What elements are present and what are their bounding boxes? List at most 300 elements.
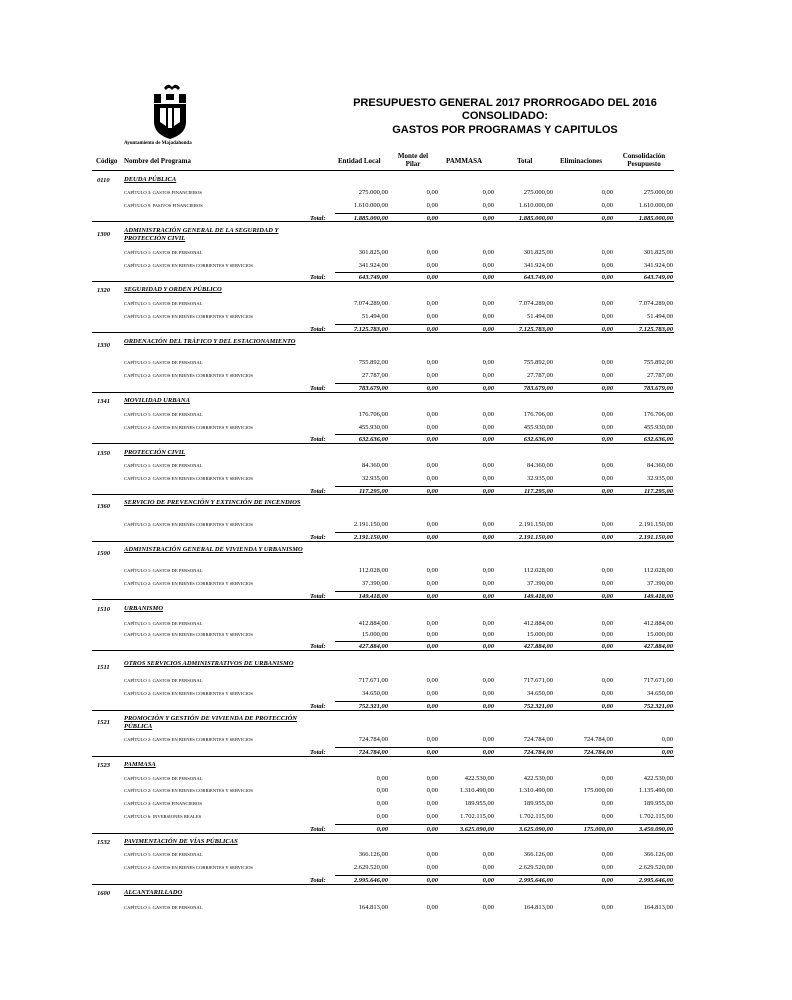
total-amount-cell: 783.679,00 — [643, 385, 673, 392]
total-amount-cell: 752.321,00 — [523, 703, 553, 710]
amount-cell: 15.000,00 — [527, 631, 553, 638]
amount-cell: 0,00 — [426, 475, 438, 482]
total-label: Total: — [310, 534, 326, 541]
amount-cell: 724.784,00 — [523, 736, 553, 743]
amount-cell: 0,00 — [426, 620, 438, 627]
program-code: 1500 — [97, 550, 110, 557]
program-name: PAVIMENTACIÓN DE VÍAS PÚBLICAS — [124, 838, 238, 845]
total-amount-cell: 149.418,00 — [523, 593, 553, 600]
total-label: Total: — [310, 749, 326, 756]
amount-cell: 7.074.289,00 — [353, 300, 388, 307]
amount-cell: 0,00 — [601, 262, 613, 269]
program-code: 1511 — [97, 664, 110, 671]
report-title-line: GASTOS POR PROGRAMAS Y CAPITULOS — [392, 124, 618, 136]
subtotal-rule — [335, 701, 673, 702]
amount-cell: 755.892,00 — [523, 359, 553, 366]
municipal-crest-logo — [150, 82, 190, 140]
amount-cell: 422.530,00 — [464, 775, 494, 782]
program-name: MOVILIDAD URBANA — [124, 397, 190, 404]
program-separator — [92, 392, 674, 393]
total-amount-cell: 643.749,00 — [643, 274, 673, 281]
amount-cell: 32.935,00 — [647, 475, 673, 482]
total-amount-cell: 0,00 — [601, 274, 613, 281]
subtotal-rule — [335, 324, 673, 325]
total-amount-cell: 752.321,00 — [358, 703, 388, 710]
amount-cell: 0,00 — [482, 300, 494, 307]
total-amount-cell: 3.625.090,00 — [518, 826, 553, 833]
amount-cell: 0,00 — [376, 800, 388, 807]
total-amount-cell: 752.321,00 — [643, 703, 673, 710]
amount-cell: 175.000,00 — [583, 787, 613, 794]
total-amount-cell: 724.784,00 — [523, 749, 553, 756]
subtotal-rule — [335, 434, 673, 435]
chapter-label: CAPÍTULO 1: GASTOS DE PERSONAL — [124, 301, 203, 306]
amount-cell: 275.000,00 — [358, 189, 388, 196]
amount-cell: 0,00 — [601, 813, 613, 820]
amount-cell: 176.706,00 — [643, 411, 673, 418]
amount-cell: 34.650,00 — [527, 690, 553, 697]
amount-cell: 455.930,00 — [358, 424, 388, 431]
amount-cell: 455.930,00 — [643, 424, 673, 431]
amount-cell: 412.884,00 — [643, 620, 673, 627]
amount-cell: 0,00 — [426, 567, 438, 574]
amount-cell: 0,00 — [601, 411, 613, 418]
total-amount-cell: 7.125.783,00 — [518, 326, 553, 333]
program-code: 1330 — [97, 342, 110, 349]
amount-cell: 0,00 — [426, 300, 438, 307]
total-amount-cell: 0,00 — [601, 326, 613, 333]
program-code: 1360 — [97, 503, 110, 510]
amount-cell: 2.629.520,00 — [353, 864, 388, 871]
column-header-code: Código — [96, 157, 118, 165]
program-name: ADMINISTRACIÓN GENERAL DE LA SEGURIDAD Y PROTECCIÓN CIVIL — [124, 227, 279, 242]
chapter-label: CAPÍTULO 2: GASTOS EN BIENES CORRIENTES Y SERVICIOS — [124, 865, 253, 870]
amount-cell: 0,00 — [601, 300, 613, 307]
amount-cell: 301.825,00 — [523, 249, 553, 256]
amount-cell: 0,00 — [426, 631, 438, 638]
total-amount-cell: 0,00 — [426, 488, 438, 495]
amount-cell: 341.924,00 — [643, 262, 673, 269]
chapter-label: CAPÍTULO 2: GASTOS EN BIENES CORRIENTES Y SERVICIOS — [124, 373, 253, 378]
amount-cell: 51.494,00 — [362, 313, 388, 320]
amount-cell: 0,00 — [426, 189, 438, 196]
total-amount-cell: 1.885.000,00 — [518, 215, 553, 222]
amount-cell: 366.126,00 — [358, 851, 388, 858]
chapter-label: CAPÍTULO 1: GASTOS DE PERSONAL — [124, 568, 203, 573]
chapter-label: CAPÍTULO 9: PASIVOS FINANCIEROS — [124, 203, 203, 208]
total-amount-cell: 0,00 — [601, 385, 613, 392]
amount-cell: 112.028,00 — [358, 567, 388, 574]
amount-cell: 301.825,00 — [358, 249, 388, 256]
report-title-line: PRESUPUESTO GENERAL 2017 PRORROGADO DEL 2016 — [353, 97, 657, 109]
chapter-label: CAPÍTULO 1: GASTOS DE PERSONAL — [124, 463, 203, 468]
total-amount-cell: 427.884,00 — [523, 643, 553, 650]
amount-cell: 0,00 — [426, 775, 438, 782]
amount-cell: 0,00 — [601, 424, 613, 431]
amount-cell: 0,00 — [426, 851, 438, 858]
chapter-label: CAPÍTULO 1: GASTOS DE PERSONAL — [124, 852, 203, 857]
program-separator — [92, 650, 674, 651]
column-header-name: Nombre del Programa — [124, 157, 192, 165]
total-amount-cell: 0,00 — [601, 215, 613, 222]
amount-cell: 0,00 — [376, 787, 388, 794]
program-code: 1510 — [97, 606, 110, 613]
program-separator — [92, 221, 674, 222]
amount-cell: 0,00 — [601, 249, 613, 256]
amount-cell: 84.360,00 — [647, 462, 673, 469]
amount-cell: 0,00 — [601, 567, 613, 574]
amount-cell: 422.530,00 — [523, 775, 553, 782]
total-amount-cell: 0,00 — [426, 215, 438, 222]
total-amount-cell: 724.784,00 — [358, 749, 388, 756]
total-label: Total: — [310, 826, 326, 833]
column-header-entidad: Entidad Local — [338, 157, 381, 165]
total-amount-cell: 2.191.150,00 — [518, 534, 553, 541]
amount-cell: 0,00 — [426, 372, 438, 379]
column-header-monte: Monte del Pilar — [397, 152, 429, 168]
amount-cell: 2.629.520,00 — [638, 864, 673, 871]
amount-cell: 0,00 — [426, 787, 438, 794]
amount-cell: 0,00 — [482, 424, 494, 431]
amount-cell: 0,00 — [601, 359, 613, 366]
amount-cell: 0,00 — [601, 475, 613, 482]
column-header-total: Total — [517, 157, 533, 165]
total-amount-cell: 117.295,00 — [359, 488, 388, 495]
program-code: 0110 — [97, 177, 110, 184]
chapter-label: CAPÍTULO 2: GASTOS EN BIENES CORRIENTES Y SERVICIOS — [124, 314, 253, 319]
total-amount-cell: 632.636,00 — [523, 436, 553, 443]
amount-cell: 32.935,00 — [362, 475, 388, 482]
amount-cell: 0,00 — [482, 677, 494, 684]
total-amount-cell: 0,00 — [482, 534, 494, 541]
amount-cell: 412.884,00 — [523, 620, 553, 627]
amount-cell: 0,00 — [482, 475, 494, 482]
total-amount-cell: 0,00 — [482, 436, 494, 443]
program-name: ADMINISTRACIÓN GENERAL DE VIVIENDA Y URBANISMO — [124, 546, 303, 553]
amount-cell: 176.706,00 — [523, 411, 553, 418]
total-amount-cell: 0,00 — [426, 436, 438, 443]
total-amount-cell: 117.295,00 — [524, 488, 553, 495]
amount-cell: 0,00 — [601, 202, 613, 209]
amount-cell: 366.126,00 — [523, 851, 553, 858]
chapter-label: CAPÍTULO 2: GASTOS EN BIENES CORRIENTES Y SERVICIOS — [124, 581, 253, 586]
amount-cell: 0,00 — [601, 677, 613, 684]
total-amount-cell: 0,00 — [482, 643, 494, 650]
chapter-label: CAPÍTULO 2: GASTOS EN BIENES CORRIENTES Y SERVICIOS — [124, 425, 253, 430]
total-amount-cell: 0,00 — [482, 877, 494, 884]
amount-cell: 0,00 — [482, 864, 494, 871]
amount-cell: 455.930,00 — [523, 424, 553, 431]
amount-cell: 189.955,00 — [464, 800, 494, 807]
chapter-label: CAPÍTULO 1: GASTOS DE PERSONAL — [124, 776, 203, 781]
amount-cell: 2.191.150,00 — [638, 521, 673, 528]
chapter-label: CAPÍTULO 3: GASTOS FINANCIEROS — [124, 190, 202, 195]
amount-cell: 0,00 — [482, 249, 494, 256]
amount-cell: 189.955,00 — [523, 800, 553, 807]
amount-cell: 0,00 — [601, 372, 613, 379]
amount-cell: 422.530,00 — [643, 775, 673, 782]
total-amount-cell: 1.885.000,00 — [353, 215, 388, 222]
subtotal-rule — [335, 641, 673, 642]
chapter-label: CAPÍTULO 1: GASTOS DE PERSONAL — [124, 360, 203, 365]
amount-cell: 275.000,00 — [523, 189, 553, 196]
program-separator — [92, 443, 674, 444]
program-code: 1600 — [97, 890, 110, 897]
amount-cell: 112.028,00 — [643, 567, 673, 574]
amount-cell: 34.650,00 — [362, 690, 388, 697]
total-amount-cell: 2.995.646,00 — [638, 877, 673, 884]
amount-cell: 0,00 — [601, 864, 613, 871]
amount-cell: 0,00 — [426, 424, 438, 431]
total-label: Total: — [310, 326, 326, 333]
chapter-label: CAPÍTULO 2: GASTOS EN BIENES CORRIENTES Y SERVICIOS — [124, 691, 253, 696]
amount-cell: 1.702.115,00 — [639, 813, 673, 820]
amount-cell: 0,00 — [376, 775, 388, 782]
amount-cell: 0,00 — [601, 800, 613, 807]
amount-cell: 0,00 — [426, 249, 438, 256]
program-code: 1320 — [97, 287, 110, 294]
amount-cell: 0,00 — [482, 411, 494, 418]
total-amount-cell: 2.191.150,00 — [353, 534, 388, 541]
chapter-label: CAPÍTULO 1: GASTOS DE PERSONAL — [124, 621, 203, 626]
amount-cell: 0,00 — [661, 736, 673, 743]
total-amount-cell: 0,00 — [601, 703, 613, 710]
amount-cell: 0,00 — [601, 189, 613, 196]
amount-cell: 37.390,00 — [527, 580, 553, 587]
amount-cell: 37.390,00 — [362, 580, 388, 587]
amount-cell: 0,00 — [482, 313, 494, 320]
amount-cell: 0,00 — [482, 620, 494, 627]
total-amount-cell: 0,00 — [482, 749, 494, 756]
amount-cell: 84.360,00 — [362, 462, 388, 469]
subtotal-rule — [335, 591, 673, 592]
amount-cell: 0,00 — [482, 462, 494, 469]
amount-cell: 0,00 — [601, 851, 613, 858]
subtotal-rule — [335, 272, 673, 273]
program-name: PROTECCIÓN CIVIL — [124, 449, 186, 456]
total-amount-cell: 0,00 — [426, 703, 438, 710]
subtotal-rule — [335, 486, 673, 487]
amount-cell: 0,00 — [482, 851, 494, 858]
total-amount-cell: 0,00 — [482, 274, 494, 281]
total-amount-cell: 0,00 — [426, 534, 438, 541]
amount-cell: 0,00 — [601, 521, 613, 528]
chapter-label: CAPÍTULO 6: INVERSIONES REALES — [124, 814, 202, 819]
amount-cell: 0,00 — [426, 800, 438, 807]
amount-cell: 84.360,00 — [527, 462, 553, 469]
amount-cell: 301.825,00 — [643, 249, 673, 256]
amount-cell: 0,00 — [482, 904, 494, 911]
total-amount-cell: 427.884,00 — [358, 643, 388, 650]
program-name: DEUDA PÚBLICA — [124, 176, 177, 183]
amount-cell: 0,00 — [601, 313, 613, 320]
amount-cell: 164.813,00 — [643, 904, 673, 911]
total-amount-cell: 0,00 — [426, 643, 438, 650]
program-separator — [92, 281, 674, 282]
total-amount-cell: 0,00 — [426, 385, 438, 392]
total-amount-cell: 632.636,00 — [643, 436, 673, 443]
total-amount-cell: 2.995.646,00 — [353, 877, 388, 884]
total-amount-cell: 7.125.783,00 — [353, 326, 388, 333]
amount-cell: 27.787,00 — [527, 372, 553, 379]
amount-cell: 189.955,00 — [643, 800, 673, 807]
amount-cell: 0,00 — [482, 262, 494, 269]
program-code: 1341 — [97, 398, 110, 405]
total-amount-cell: 427.884,00 — [643, 643, 673, 650]
chapter-label: CAPÍTULO 2: GASTOS EN BIENES CORRIENTES Y SERVICIOS — [124, 263, 253, 268]
amount-cell: 755.892,00 — [643, 359, 673, 366]
program-separator — [92, 710, 674, 711]
amount-cell: 0,00 — [426, 411, 438, 418]
total-amount-cell: 783.679,00 — [523, 385, 553, 392]
total-amount-cell: 0,00 — [482, 326, 494, 333]
amount-cell: 0,00 — [601, 462, 613, 469]
program-separator — [92, 541, 674, 542]
program-name: ORDENACIÓN DEL TRÁFICO Y DEL ESTACIONAMIENTO — [124, 338, 296, 345]
amount-cell: 2.191.150,00 — [353, 521, 388, 528]
amount-cell: 0,00 — [426, 813, 438, 820]
total-amount-cell: 0,00 — [482, 488, 494, 495]
report-title-line: CONSOLIDADO: — [461, 110, 549, 122]
program-separator — [92, 332, 674, 333]
total-amount-cell: 2.191.150,00 — [638, 534, 673, 541]
amount-cell: 34.650,00 — [647, 690, 673, 697]
total-label: Total: — [310, 436, 326, 443]
total-amount-cell: 0,00 — [482, 385, 494, 392]
column-header-consolidacion: Consolidación Pesupuesto — [622, 152, 666, 168]
total-amount-cell: 724.784,00 — [583, 749, 613, 756]
amount-cell: 2.191.150,00 — [518, 521, 553, 528]
subtotal-rule — [335, 824, 673, 825]
amount-cell: 27.787,00 — [362, 372, 388, 379]
amount-cell: 0,00 — [426, 904, 438, 911]
total-amount-cell: 0,00 — [482, 215, 494, 222]
amount-cell: 0,00 — [482, 521, 494, 528]
total-amount-cell: 0,00 — [601, 643, 613, 650]
amount-cell: 0,00 — [426, 690, 438, 697]
amount-cell: 0,00 — [426, 736, 438, 743]
amount-cell: 7.074.289,00 — [638, 300, 673, 307]
total-amount-cell: 3.625.090,00 — [459, 826, 494, 833]
amount-cell: 755.892,00 — [358, 359, 388, 366]
total-amount-cell: 643.749,00 — [523, 274, 553, 281]
total-amount-cell: 0,00 — [426, 274, 438, 281]
amount-cell: 1.135.490,00 — [638, 787, 673, 794]
amount-cell: 164.813,00 — [358, 904, 388, 911]
total-amount-cell: 149.418,00 — [643, 593, 673, 600]
subtotal-rule — [335, 383, 673, 384]
total-label: Total: — [310, 703, 326, 710]
total-amount-cell: 3.450.090,00 — [638, 826, 673, 833]
chapter-label: CAPÍTULO 2: GASTOS EN BIENES CORRIENTES Y SERVICIOS — [124, 522, 253, 527]
amount-cell: 412.884,00 — [358, 620, 388, 627]
total-label: Total: — [310, 643, 326, 650]
amount-cell: 366.126,00 — [643, 851, 673, 858]
column-header-pammasa: PAMMASA — [446, 157, 483, 165]
chapter-label: CAPÍTULO 2: GASTOS EN BIENES CORRIENTES Y SERVICIOS — [124, 737, 253, 742]
total-amount-cell: 117.295,00 — [644, 488, 673, 495]
amount-cell: 1.610.000,00 — [638, 202, 673, 209]
chapter-label: CAPÍTULO 2: GASTOS EN BIENES CORRIENTES Y SERVICIOS — [124, 788, 253, 793]
amount-cell: 51.494,00 — [527, 313, 553, 320]
amount-cell: 1.310.490,00 — [459, 787, 494, 794]
total-amount-cell: 632.636,00 — [358, 436, 388, 443]
total-amount-cell: 0,00 — [661, 749, 673, 756]
total-amount-cell: 0,00 — [426, 826, 438, 833]
total-label: Total: — [310, 593, 326, 600]
amount-cell: 0,00 — [482, 359, 494, 366]
amount-cell: 112.028,00 — [523, 567, 553, 574]
amount-cell: 1.610.000,00 — [518, 202, 553, 209]
total-amount-cell: 0,00 — [601, 877, 613, 884]
amount-cell: 0,00 — [482, 202, 494, 209]
amount-cell: 0,00 — [426, 677, 438, 684]
header-rule — [92, 170, 674, 171]
amount-cell: 0,00 — [426, 202, 438, 209]
total-amount-cell: 0,00 — [601, 534, 613, 541]
column-header-eliminaciones: Eliminaciones — [560, 157, 603, 165]
amount-cell: 0,00 — [601, 690, 613, 697]
organization-name: Ayuntamiento de Majadahonda — [124, 141, 192, 146]
amount-cell: 0,00 — [426, 864, 438, 871]
program-name: OTROS SERVICIOS ADMINISTRATIVOS DE URBANISMO — [124, 660, 294, 667]
amount-cell: 0,00 — [482, 189, 494, 196]
chapter-label: CAPÍTULO 2: GASTOS EN BIENES CORRIENTES Y SERVICIOS — [124, 632, 253, 637]
amount-cell: 724.784,00 — [358, 736, 388, 743]
amount-cell: 0,00 — [482, 736, 494, 743]
amount-cell: 275.000,00 — [643, 189, 673, 196]
amount-cell: 0,00 — [426, 521, 438, 528]
total-label: Total: — [310, 488, 326, 495]
subtotal-rule — [335, 747, 673, 748]
amount-cell: 51.494,00 — [647, 313, 673, 320]
amount-cell: 0,00 — [482, 690, 494, 697]
amount-cell: 1.702.115,00 — [519, 813, 553, 820]
total-amount-cell: 0,00 — [601, 436, 613, 443]
amount-cell: 15.000,00 — [647, 631, 673, 638]
total-amount-cell: 0,00 — [482, 593, 494, 600]
total-amount-cell: 0,00 — [601, 488, 613, 495]
total-amount-cell: 0,00 — [426, 326, 438, 333]
total-amount-cell: 7.125.783,00 — [638, 326, 673, 333]
total-amount-cell: 643.749,00 — [358, 274, 388, 281]
amount-cell: 15.000,00 — [362, 631, 388, 638]
total-label: Total: — [310, 877, 326, 884]
program-separator — [92, 884, 674, 885]
program-name: SERVICIO DE PREVENCIÓN Y EXTINCIÓN DE INCENDIOS — [124, 499, 301, 506]
program-separator — [92, 599, 674, 600]
amount-cell: 0,00 — [601, 620, 613, 627]
amount-cell: 717.671,00 — [643, 677, 673, 684]
total-amount-cell: 0,00 — [426, 593, 438, 600]
total-amount-cell: 0,00 — [426, 877, 438, 884]
subtotal-rule — [335, 532, 673, 533]
program-name: PROMOCIÓN Y GESTIÓN DE VIVIENDA DE PROTECCIÓN PÚBLICA — [124, 715, 298, 730]
program-code: 1521 — [97, 719, 110, 726]
amount-cell: 717.671,00 — [358, 677, 388, 684]
amount-cell: 717.671,00 — [523, 677, 553, 684]
total-amount-cell: 0,00 — [376, 826, 388, 833]
program-code: 1350 — [97, 450, 110, 457]
total-amount-cell: 0,00 — [482, 703, 494, 710]
program-separator — [92, 494, 674, 495]
amount-cell: 0,00 — [426, 580, 438, 587]
amount-cell: 0,00 — [601, 904, 613, 911]
total-label: Total: — [310, 215, 326, 222]
amount-cell: 1.702.115,00 — [460, 813, 494, 820]
amount-cell: 341.924,00 — [358, 262, 388, 269]
amount-cell: 2.629.520,00 — [518, 864, 553, 871]
